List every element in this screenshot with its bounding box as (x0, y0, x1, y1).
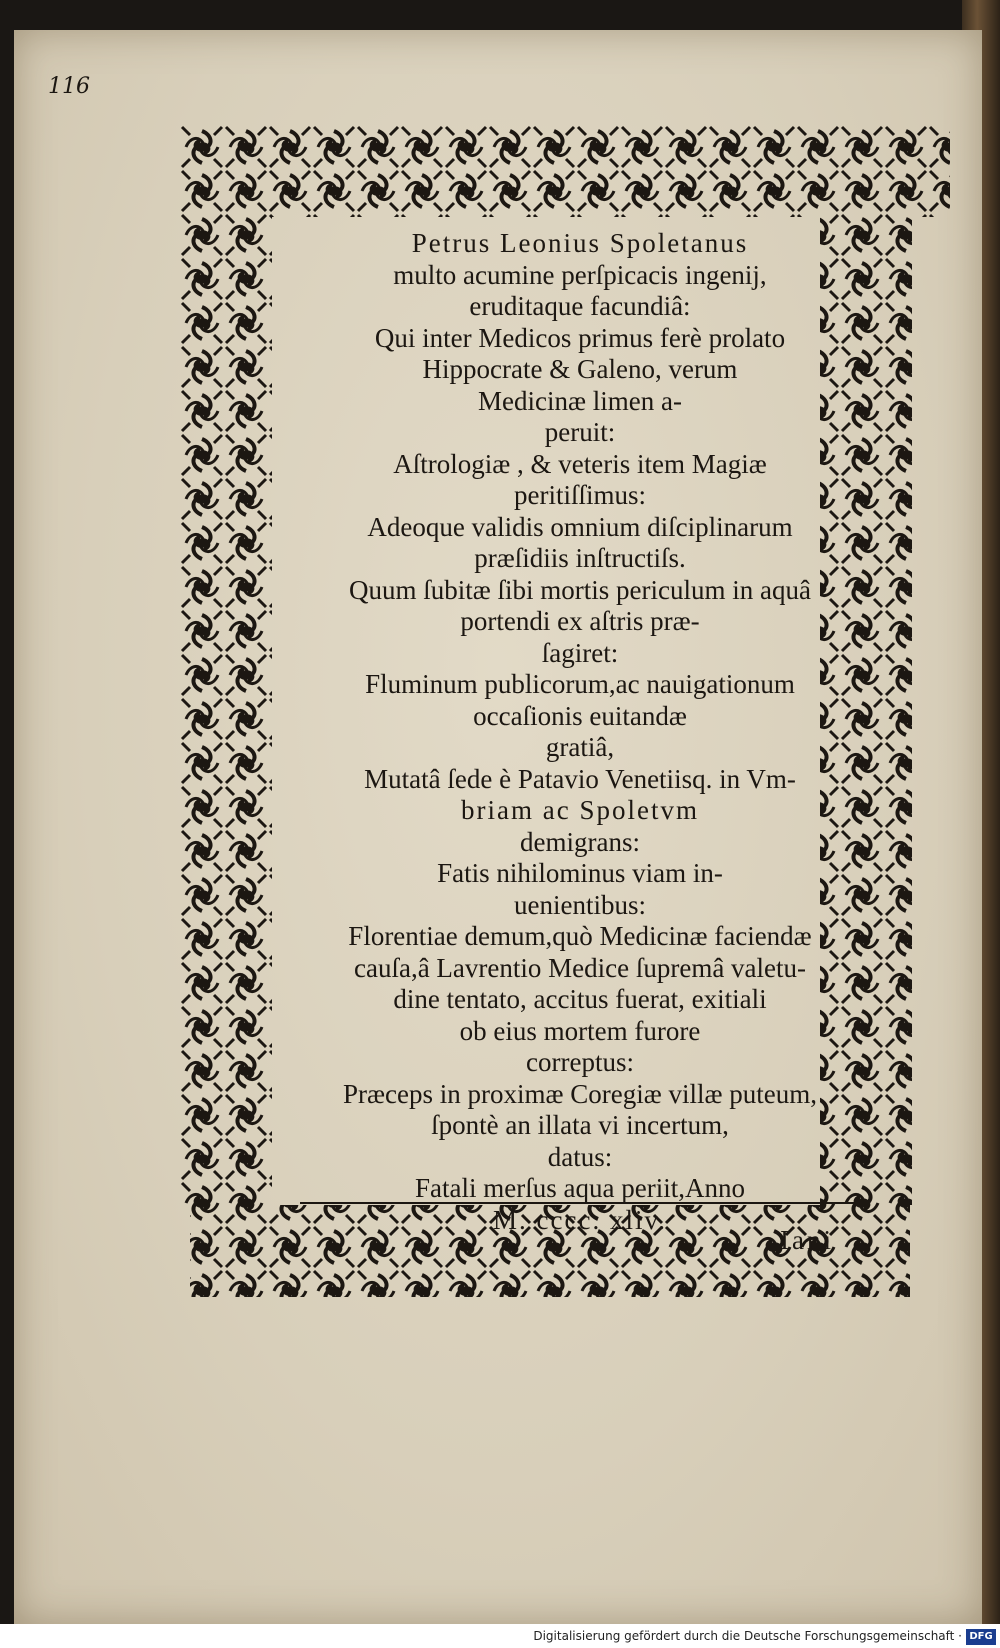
inscription-line: portendi ex aſtris præ- (460, 606, 700, 636)
inscription-line: Petrus Leonius Spoletanus (411, 228, 749, 258)
inscription-line: Florentiae demum,quò Medicinæ faciendæ (348, 921, 812, 951)
inscription-line: Hippocrate & Galeno, verum (422, 354, 738, 384)
inscription-line: ſpontè an illata vi incertum, (431, 1110, 729, 1140)
inscription-line: Adeoque validis omnium diſciplinarum (367, 511, 793, 542)
inscription-line: Medicinæ limen a- (478, 385, 682, 416)
inscription-line: Aſtrologiæ , & veteris item Magiæ (393, 448, 767, 479)
inscription-line: ob eius mortem furore (459, 1015, 701, 1046)
catchword: Iani (780, 1225, 834, 1255)
inscription-line: præſidiis inſtructiſs. (474, 543, 686, 573)
horizontal-rule (300, 1202, 860, 1204)
inscription-line: gratiâ, (545, 732, 615, 762)
inscription-line: uenientibus: (514, 889, 646, 920)
inscription-line: ſagiret: (541, 637, 619, 668)
inscription-line: Præceps in proximæ Coregiæ villæ puteum, (343, 1078, 817, 1109)
inscription-line: briam ac Spoletvm (461, 795, 699, 825)
inscription-text (290, 228, 870, 1236)
inscription-line: peruit: (544, 417, 616, 447)
inscription-line: dine tentato, accitus fuerat, exitiali (393, 984, 767, 1014)
inscription-line: Mutatâ ſede è Patavio Venetiisq. in Vm- (364, 763, 796, 794)
inscription-line: occaſionis euitandæ (473, 700, 687, 731)
inscription-line: cauſa,â Lavrentio Medice ſupremâ valetu- (353, 952, 807, 983)
inscription-line: Qui inter Medicos primus ferè prolato (374, 322, 786, 353)
page-number: 116 (48, 74, 90, 99)
inscription-line: Fatis nihilominus viam in- (437, 858, 723, 888)
footer-bar (0, 1624, 1000, 1648)
inscription-line: peritiſſimus: (514, 480, 646, 510)
inscription-line: demigrans: (520, 826, 640, 857)
inscription-line: datus: (547, 1141, 613, 1172)
inscription-line: multo acumine perſpicacis ingenij, (393, 259, 767, 290)
dfg-logo[interactable]: DFG (966, 1629, 996, 1645)
inscription-line: Quum ſubitæ ſibi mortis periculum in aquâ (349, 574, 811, 605)
inscription-line: Fluminum publicorum,ac nauigationum (365, 669, 795, 699)
footer-credit: Digitalisierung gefördert durch die Deutsche Forschungsgemeinschaft · (533, 1629, 962, 1643)
inscription-line: eruditaque facundiâ: (469, 291, 691, 321)
inscription-line: correptus: (526, 1047, 634, 1077)
inscription-line: M. cccc. xliv. (493, 1204, 667, 1235)
inscription-line: Fatali merſus aqua periit,Anno (415, 1173, 745, 1203)
